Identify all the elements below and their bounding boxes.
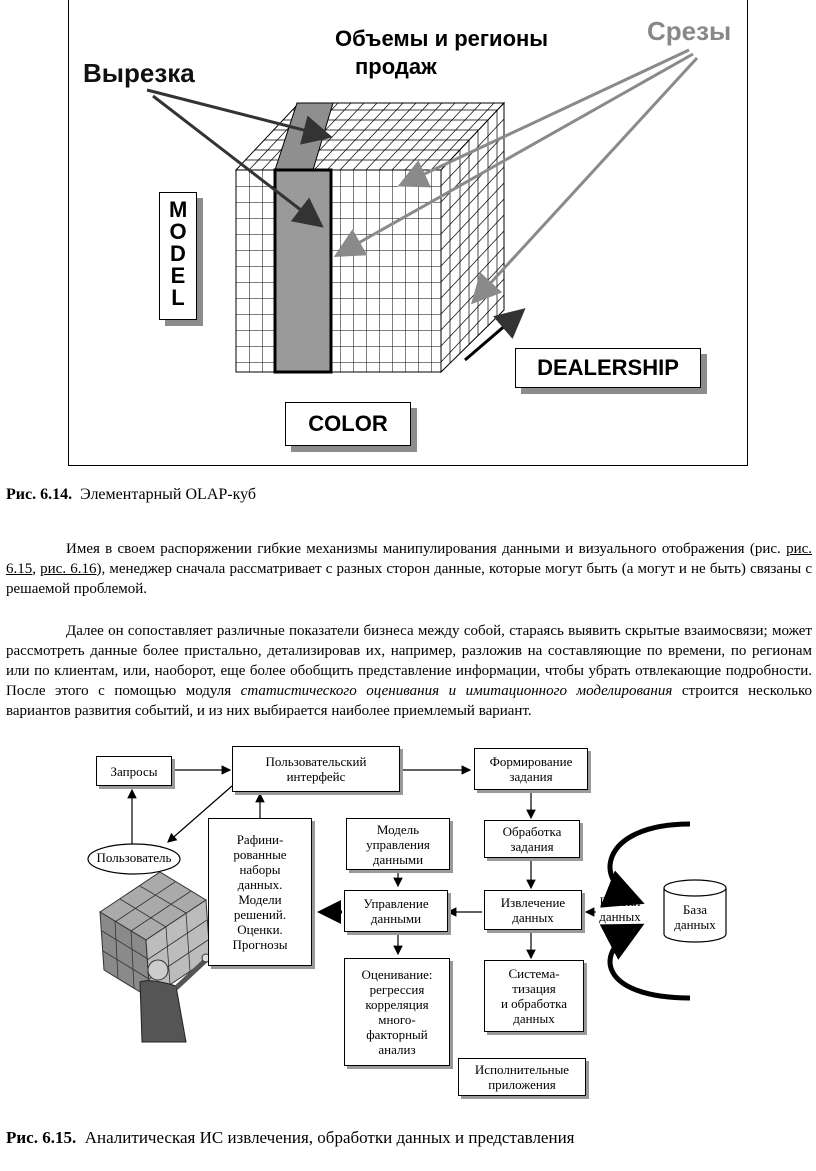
person-carrying-cube-icon xyxy=(100,872,210,1042)
analytical-is-diagram xyxy=(0,742,816,1112)
task-processing-box xyxy=(484,820,580,858)
model-axis-label: MODEL xyxy=(169,197,188,310)
figure-caption-6-14 xyxy=(6,486,256,504)
queries-label: Запросы xyxy=(110,763,158,779)
paragraph-1-text-start: Имея в своем распоряжении гибкие механизмы манипулирования данными и визуального отображения (рис. xyxy=(66,541,787,557)
systematization-box xyxy=(484,960,584,1032)
data-model-line: управления xyxy=(366,836,430,852)
data-extraction-line: данных xyxy=(512,910,554,925)
model-axis-box xyxy=(159,192,197,320)
estimation-line: анализ xyxy=(378,1042,416,1057)
user-label: Пользователь xyxy=(96,850,172,865)
data-streams-label xyxy=(590,894,650,924)
paragraph-1-text-end: ), менеджер сначала рассматривает с разных сторон данные, которые могут быть (а могут и не быть) связаны с решаемой проблемой. xyxy=(6,561,812,597)
ui-label-line1: Пользовательский xyxy=(265,754,367,769)
caption-text: Элементарный OLAP-куб xyxy=(80,486,257,503)
estimation-line: корреляция xyxy=(365,997,429,1012)
dealership-axis-label: DEALERSHIP xyxy=(537,355,679,380)
figure-caption-6-15 xyxy=(6,1128,575,1148)
systematization-line: тизация xyxy=(512,981,556,996)
color-axis-box xyxy=(285,402,411,446)
database-label xyxy=(664,902,726,932)
data-management-line: данными xyxy=(370,911,422,926)
systematization-line: и обработка xyxy=(500,996,568,1011)
refined-line: Модели xyxy=(238,892,282,907)
caption-number: Рис. 6.14. xyxy=(6,486,73,503)
data-model-box xyxy=(346,818,450,870)
systematization-line: Система- xyxy=(508,966,560,981)
task-forming-line1: Формирование xyxy=(489,754,573,769)
sections-label: Срезы xyxy=(647,16,732,46)
paragraph-2-text-end: строится несколько вариантов развития событий, и из них выбирается наиболее приемлемый вариант. xyxy=(6,683,812,719)
task-processing-line: задания xyxy=(510,839,554,854)
caption-number: Рис. 6.15. xyxy=(6,1128,77,1147)
executive-apps-box xyxy=(458,1058,586,1096)
slice-label: Вырезка xyxy=(83,58,195,88)
task-forming-box xyxy=(474,748,588,790)
olap-cube-figure xyxy=(68,0,748,466)
paragraph-2-italic: статистического оценивания и имитационного моделирования xyxy=(240,683,673,699)
link-fig-6-15[interactable]: рис. 6.15 xyxy=(6,541,812,577)
database-line: База xyxy=(682,902,708,917)
database-line: данных xyxy=(674,917,716,932)
paragraph-2 xyxy=(6,621,812,721)
refined-data-box xyxy=(208,818,312,966)
refined-line: Прогнозы xyxy=(232,937,288,952)
ui-label-line2: интерфейс xyxy=(286,769,346,784)
queries-box xyxy=(96,756,172,786)
estimation-line: много- xyxy=(378,1012,416,1027)
estimation-line: факторный xyxy=(366,1027,428,1042)
color-axis-label: COLOR xyxy=(308,411,388,436)
data-model-line: данными xyxy=(372,851,424,867)
data-extraction-line: Извлечение xyxy=(500,895,566,910)
refined-line: наборы xyxy=(239,862,281,877)
refined-line: Рафини- xyxy=(236,832,284,847)
estimation-line: Оценивание: xyxy=(361,967,433,982)
estimation-box xyxy=(344,958,450,1066)
executive-apps-line: Исполнительные xyxy=(474,1062,570,1077)
dealership-axis-box xyxy=(515,348,701,388)
executive-apps-line: приложения xyxy=(488,1077,556,1092)
data-streams-line: Потоки xyxy=(599,894,641,909)
section-arrow-3 xyxy=(475,58,697,300)
link-fig-6-16[interactable]: рис. 6.16 xyxy=(40,561,97,577)
task-processing-line: Обработка xyxy=(502,824,562,839)
data-streams-line: данных xyxy=(599,909,641,924)
refined-line: решений. xyxy=(233,907,287,922)
cube-title-line2: продаж xyxy=(355,54,437,79)
task-forming-line2: задания xyxy=(509,769,553,784)
refined-line: рованные xyxy=(233,847,287,862)
refined-line: Оценки. xyxy=(237,922,283,937)
data-management-line: Управление xyxy=(363,896,429,911)
refined-line: данных. xyxy=(237,877,283,892)
link-separator: , xyxy=(32,561,41,577)
user-interface-box xyxy=(232,746,400,792)
data-management-box xyxy=(344,890,448,932)
estimation-line: регрессия xyxy=(369,982,425,997)
data-extraction-box xyxy=(484,890,582,930)
data-model-line: Модель xyxy=(376,821,420,837)
cube-title-line1: Объемы и регионы xyxy=(335,26,549,51)
paragraph-1 xyxy=(6,539,812,599)
systematization-line: данных xyxy=(513,1011,555,1026)
paragraph-2-text-start: Далее он сопоставляет различные показатели бизнеса между собой, стараясь выявить скрытые взаимосвязи; может рассмотреть данные более пристально, детализировав их, например, разложив на составляющие по времени, по регионам или по клиентам, или, наоборот, еще более обобщить представление информации, чтобы убрать отвлекающие подробности. После этого с помощью модуля xyxy=(6,623,812,699)
caption-text: Аналитическая ИС извлечения, обработки данных и представления xyxy=(84,1128,575,1147)
